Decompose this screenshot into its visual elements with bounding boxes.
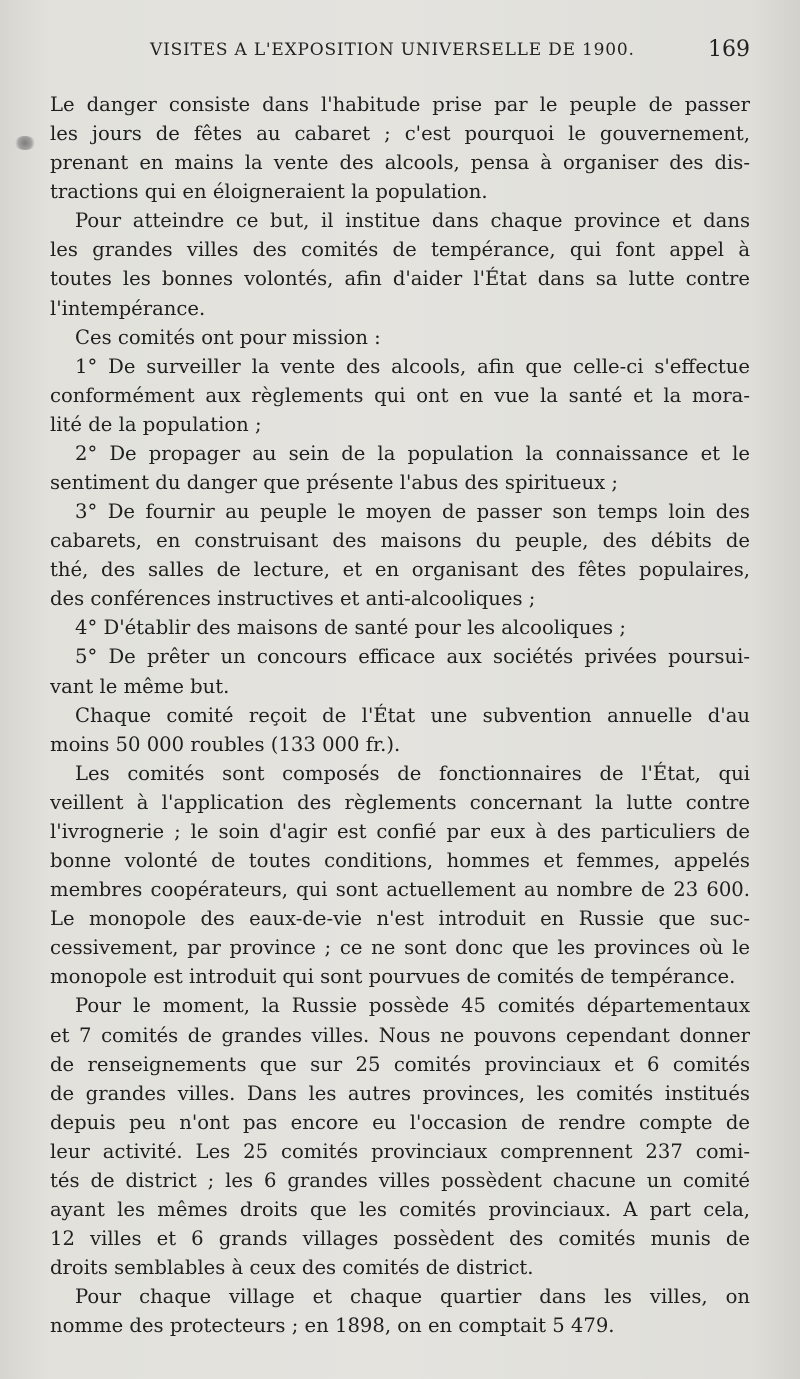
text-line: sentiment du danger que présente l'abus des spiritueux ; (50, 471, 619, 495)
text-line: Pour chaque village et chaque quartier dans les villes, on (75, 1285, 750, 1309)
running-title: VISITES A L'EXPOSITION UNIVERSELLE DE 1900. (150, 40, 635, 60)
text-line: bonne volonté de toutes conditions, hommes et femmes, appelés (50, 849, 750, 873)
text-line: et 7 comités de grandes villes. Nous ne pouvons cependant donner (50, 1023, 750, 1047)
text-line: cessivement, par province ; ce ne sont donc que les provinces où le (50, 936, 750, 960)
text-line: membres coopérateurs, qui sont actuellement au nombre de 23 600. (50, 878, 750, 902)
ink-blot (14, 136, 36, 150)
text-line: leur activité. Les 25 comités provinciaux comprennent 237 comi- (50, 1139, 750, 1163)
text-line: Le monopole des eaux-de-vie n'est introduit en Russie que suc- (50, 907, 750, 931)
text-line: Chaque comité reçoit de l'État une subvention annuelle d'au (75, 703, 750, 727)
text-line: 4° D'établir des maisons de santé pour les alcooliques ; (75, 616, 626, 640)
text-line: lité de la population ; (50, 412, 262, 436)
text-line: monopole est introduit qui sont pourvues de comités de tempérance. (50, 965, 736, 989)
text-line: des conférences instructives et anti-alcooliques ; (50, 587, 536, 611)
text-line: l'ivrognerie ; le soin d'agir est confié par eux à des particuliers de (50, 819, 750, 843)
page-number: 169 (708, 37, 750, 62)
text-line: Les comités sont composés de fonctionnaires de l'État, qui (75, 761, 750, 785)
text-line: 3° De fournir au peuple le moyen de passer son temps loin des (75, 500, 750, 524)
text-line: droits semblables à ceux des comités de district. (50, 1256, 534, 1280)
text-line: 2° De propager au sein de la population la connaissance et le (75, 441, 750, 465)
text-line: Ces comités ont pour mission : (75, 325, 381, 349)
text-line: nomme des protecteurs ; en 1898, on en comptait 5 479. (50, 1314, 615, 1338)
text-line: de renseignements que sur 25 comités provinciaux et 6 comités (50, 1052, 750, 1076)
text-line: Pour atteindre ce but, il institue dans chaque province et dans (75, 209, 750, 233)
text-line: thé, des salles de lecture, et en organisant des fêtes populaires, (50, 558, 750, 582)
body-text (50, 90, 750, 1340)
text-line: vant le même but. (50, 674, 230, 698)
text-line: veillent à l'application des règlements concernant la lutte contre (50, 790, 750, 814)
text-line: Pour le moment, la Russie possède 45 comités départementaux (75, 994, 750, 1018)
text-line: de grandes villes. Dans les autres provinces, les comités institués (50, 1081, 750, 1105)
text-line: 1° De surveiller la vente des alcools, afin que celle-ci s'effectue (75, 354, 750, 378)
text-line: tés de district ; les 6 grandes villes possèdent chacune un comité (50, 1168, 750, 1192)
text-line: prenant en mains la vente des alcools, pensa à organiser des dis- (50, 151, 750, 175)
text-line: l'intempérance. (50, 296, 206, 320)
text-line: toutes les bonnes volontés, afin d'aider l'État dans sa lutte contre (50, 267, 750, 291)
text-line: conformément aux règlements qui ont en vue la santé et la mora- (50, 383, 750, 407)
text-line: les grandes villes des comités de tempérance, qui font appel à (50, 238, 750, 262)
text-line: ayant les mêmes droits que les comités provinciaux. A part cela, (50, 1197, 750, 1221)
text-line: cabarets, en construisant des maisons du peuple, des débits de (50, 529, 750, 553)
text-line: les jours de fêtes au cabaret ; c'est pourquoi le gouvernement, (50, 122, 750, 146)
running-head (150, 37, 750, 70)
text-line: 5° De prêter un concours efficace aux sociétés privées poursui- (75, 645, 750, 669)
text-line: tractions qui en éloigneraient la population. (50, 180, 488, 204)
text-line: 12 villes et 6 grands villages possèdent des comités munis de (50, 1227, 750, 1251)
text-line: Le danger consiste dans l'habitude prise par le peuple de passer (50, 93, 750, 116)
text-line: depuis peu n'ont pas encore eu l'occasion de rendre compte de (50, 1110, 750, 1134)
text-line: moins 50 000 roubles (133 000 fr.). (50, 732, 401, 756)
